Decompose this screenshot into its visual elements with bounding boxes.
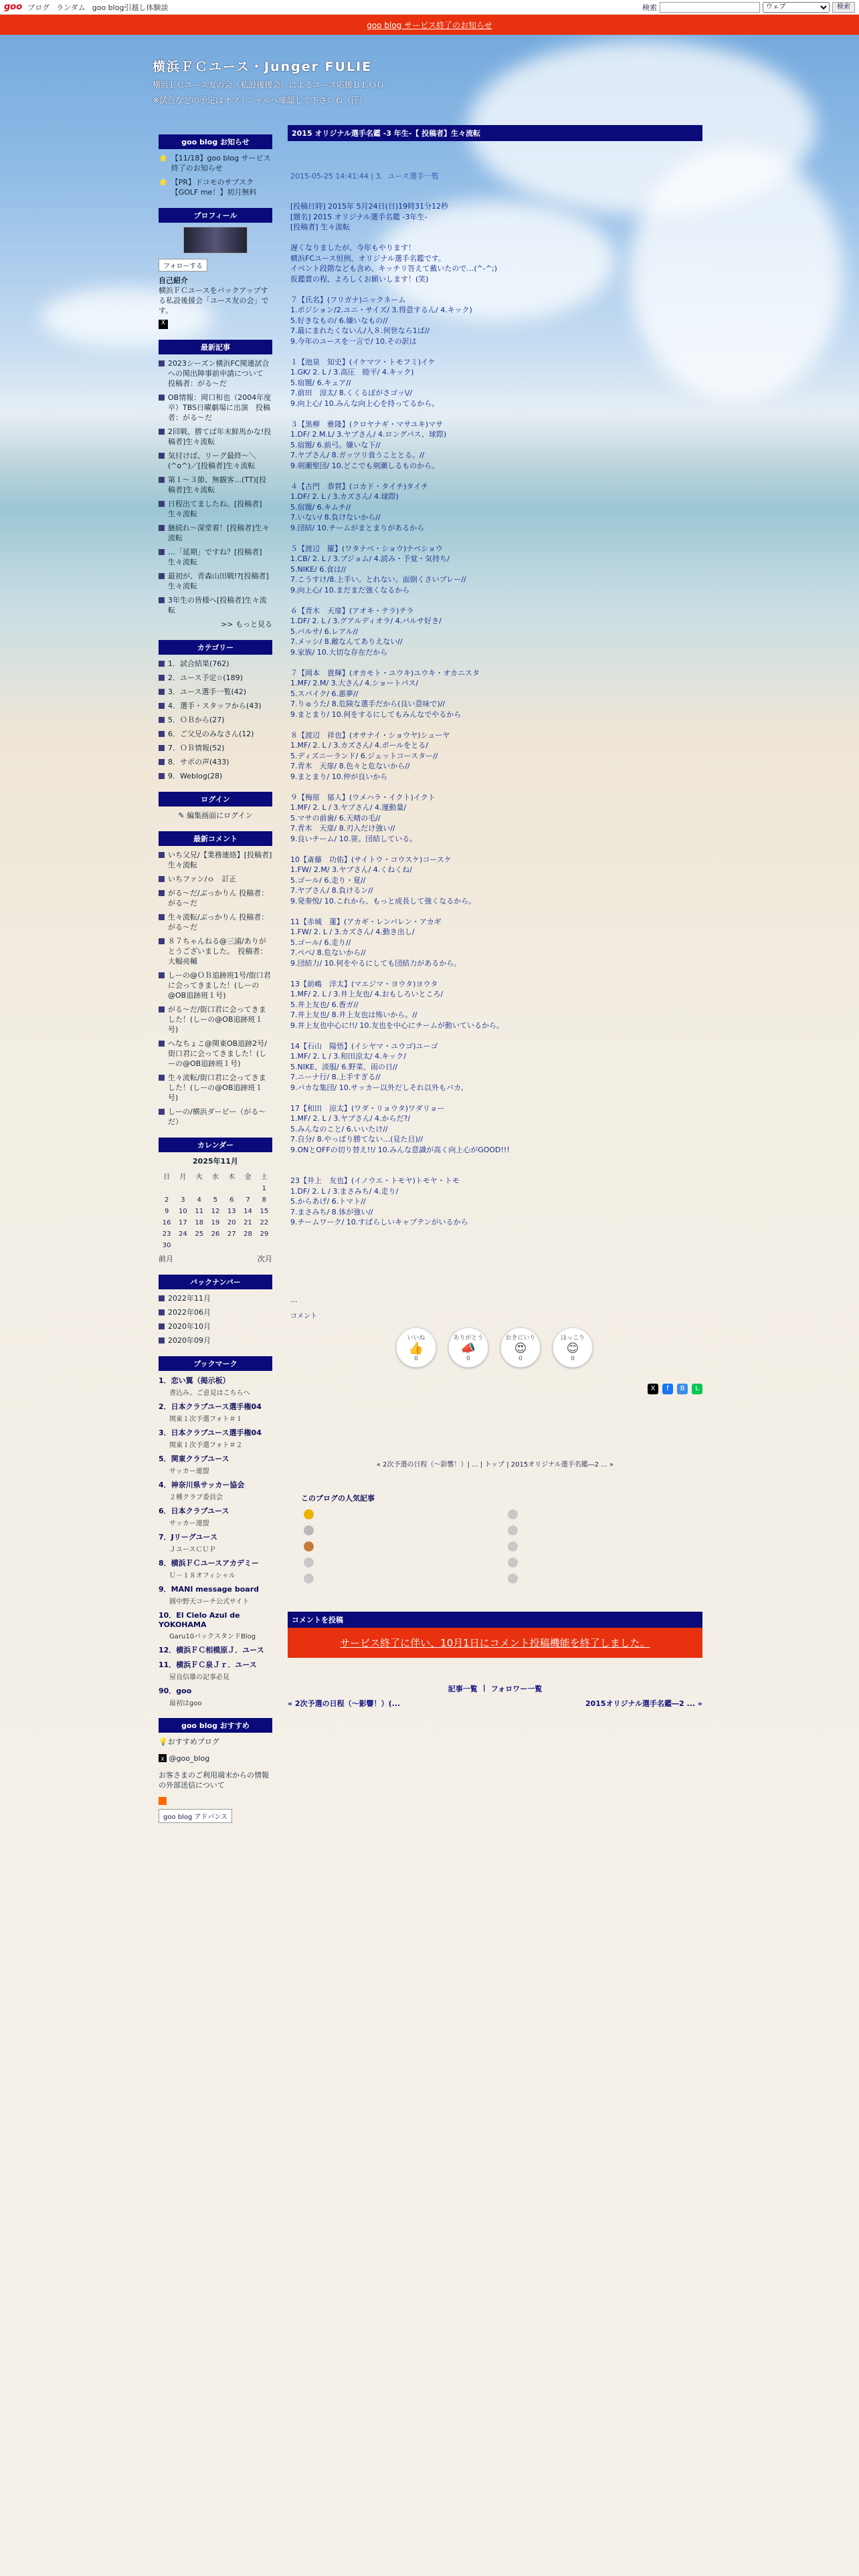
article-line: [290, 1031, 702, 1041]
service-end-banner[interactable]: [0, 15, 859, 35]
bookmark-box: ブックマーク 1．恋い翼（掲示板） 書込み、ご意見はこちらへ 2．日本クラブユース選手権04 関東１次予選フォト＃１ 3．日本クラブユース選手権04 関東１次予選フォト＃２ 5．関東クラブユース サッカー連盟 4．神奈川県サッカー協会 ２種クラブ委員会 6．日本クラブユース サッカー連盟 7．Jリーグユース ＪユースＣＵＰ 8．横浜ＦＣユースアカデミー Ｕ－１８オフィシャル 9．MANI message board 圓中野天コーチ公式サイト 10．El Cielo Azul de YOKOHAMA Garu10バックスタンドBlog 12．横浜ＦＣ相模原Ｊ．ユース 11．横浜ＦＣ泉Ｊｒ．ユース 屋良信雄の記事必見 90．goo 最初はgoo: [159, 1356, 272, 1707]
search-label: 検索: [642, 3, 657, 12]
relaxed-icon: 😊: [566, 1341, 579, 1356]
reaction-buttons: [396, 1327, 702, 1368]
search-button[interactable]: 検索: [832, 2, 855, 13]
article-line: 7.自分/ 8.やっぱり勝てない…(見た目)//: [290, 1135, 423, 1144]
news-box: [159, 134, 272, 197]
blog-header: [153, 57, 708, 106]
article-line: ９【梅原 郁人】(ウメハラ・イクト)イクト: [290, 792, 436, 802]
comment-item[interactable]: がる〜だ/ぶっかりん 投稿者：がる〜だ: [159, 888, 272, 908]
popular-row[interactable]: [304, 1574, 702, 1584]
article-line: 9.向上心/ 10.みんな向上心を持ってるから。: [290, 399, 440, 408]
bookmark-link[interactable]: 3．日本クラブユース選手権04: [159, 1428, 262, 1437]
article-body: [288, 201, 702, 1228]
article-line: 1.DF/ 2. L / 3.グアルディオラ/ 4.バルサ好き/: [290, 617, 442, 625]
article-line: １【池泉 知史】(イケマツ・トモフミ)イケ: [290, 357, 436, 366]
article-line: [290, 782, 702, 792]
comment-item[interactable]: しーの/横浜ダービー（がる〜だ）: [159, 1107, 272, 1127]
recent-item[interactable]: OB情報：岡口和也（2004年度卒）TBS日曜劇場に出演 投稿者：がる〜だ: [159, 393, 272, 423]
main-article: [288, 125, 702, 1709]
article-line: [290, 1093, 702, 1103]
recent-item[interactable]: 最初が、青森山田戦!?[投稿者]生々流転: [159, 571, 272, 591]
more-dots: ...: [290, 1295, 298, 1304]
article-line: 1.GK/ 2. L / 3.高圧 睦平/ 4.キック): [290, 368, 414, 377]
comment-link[interactable]: コメント: [290, 1313, 317, 1320]
topbar-link-migration[interactable]: goo blog引越し体験談: [92, 3, 169, 12]
bookmark-link[interactable]: 10．El Cielo Azul de YOKOHAMA: [159, 1611, 240, 1629]
privacy-link[interactable]: お客さまのご利用端末からの情報の外部送信について: [159, 1771, 269, 1790]
topbar-link-random[interactable]: ランダム: [56, 3, 86, 12]
comment-item[interactable]: いちファン/ｏ 訂正: [159, 874, 272, 884]
article-line: 9.発奏悦/ 10.これから、もっと成長して強くなるから。: [290, 896, 476, 905]
article-line: 1.FW/ 2. L / 3.カズさん/ 4.動き出し/: [290, 928, 415, 936]
blog-note: ※試合などの予定はオフィシャルへ確認して下さいね（汗）: [153, 96, 367, 105]
article-line: ６【青木 天扉】(アオキ・テラ)テラ: [290, 606, 414, 615]
search-scope-select[interactable]: [763, 2, 830, 13]
article-line: [290, 346, 702, 357]
article-line: [290, 906, 702, 917]
calendar-box: [159, 1138, 272, 1264]
reaction-like-button[interactable]: いいね 👍 0: [396, 1327, 436, 1368]
bulb-icon: 💡: [159, 1737, 168, 1746]
article-line: 1.MF/ 2. L / 3.ヤブさん/ 4.運動量/: [290, 803, 407, 812]
article-line: 7.こうすけ/8.上手い。とれない。面倒くさいプレー//: [290, 575, 466, 584]
calendar-month: 2025年11月: [193, 1157, 238, 1166]
footer-links: 記事一覧 | フォロワー一覧: [448, 1683, 543, 1693]
article-line: 9.良いチーム/ 10.笹。団結している。: [290, 834, 417, 843]
rss-icon[interactable]: [159, 1797, 167, 1805]
article-line: 5.好きなもの/ 6.嫌いなもの//: [290, 316, 388, 325]
recent-item[interactable]: …「延期」ですね？[投稿者]生々流転: [159, 547, 272, 567]
recent-item[interactable]: 3年生の皆様へ[投稿者]生々流転: [159, 595, 272, 615]
bookmark-link[interactable]: 8．横浜ＦＣユースアカデミー: [159, 1559, 259, 1568]
login-box: [159, 792, 272, 821]
bookmark-link[interactable]: 4．神奈川県サッカー協会: [159, 1481, 245, 1489]
sidebar: [159, 134, 272, 1834]
article-line: [290, 471, 702, 481]
article-line: [290, 233, 702, 243]
article-line: [290, 533, 702, 544]
service-end-link[interactable]: goo blog サービス終了のお知らせ: [367, 20, 492, 30]
bookmark-heading: ブックマーク: [159, 1356, 272, 1371]
reaction-warm-button[interactable]: ほっこり 😊 0: [553, 1327, 593, 1368]
calendar-table: 日 月 火 水 木 金 土 1 2 3 4 5 6 7 8 9 10 11 12 13 14 15 16 17 18 19 20 21 22 23 24 25 26 27 28 29 30: [162, 1174, 269, 1249]
megaphone-icon: 📣: [460, 1341, 476, 1356]
article-line: 11【赤城 蓮】(アカギ・レンバレン・アカギ: [290, 917, 442, 926]
article-line: 横浜FCユース恒例、オリジナル選手名鑑です。: [290, 253, 446, 263]
article-line: [290, 968, 702, 979]
more-link[interactable]: >> もっと見る: [221, 620, 272, 629]
article-line: 7.メッシ/ 8.敵なんてありえない//: [290, 637, 403, 646]
article-line: 7.青木 天扉/ 8.色々と危ないから//: [290, 762, 410, 770]
article-line: 9.向上心/ 10.まだまだ強くなるから: [290, 585, 410, 595]
article-line: 7.ヤブさん/ 8.負けるン//: [290, 886, 373, 895]
article-line: [290, 595, 702, 606]
login-heading: ログイン: [159, 792, 272, 807]
follow-button[interactable]: フォローする: [159, 259, 207, 272]
bookmark-link[interactable]: 11．横浜ＦＣ泉Ｊｒ．ユース: [159, 1660, 257, 1669]
category-item[interactable]: 1．試合結果(762): [159, 659, 272, 669]
category-box: [159, 640, 272, 781]
article-line: [290, 409, 702, 419]
article-line: 1.DF/ 2.M.L/ 3.ヤブさん/ 4.ロングパス、球際): [290, 430, 447, 439]
thumb-icon: 👍: [408, 1341, 424, 1356]
category-item[interactable]: 4．選手・スタッフから(43): [159, 701, 272, 711]
comment-item[interactable]: 生々流転/街口君に会ってきました！(しーの@OB追跡班１号): [159, 1073, 272, 1103]
article-line: 7.青木 天扉/ 8.刃入だけ強い//: [290, 824, 395, 833]
article-line: 7.最にまれたくないん/人８.何世なら1ば//: [290, 326, 430, 335]
bookmark-link[interactable]: 6．日本クラブユース: [159, 1507, 229, 1515]
article-line: 9.チームワーク/ 10.すばらしいキャプテンがいるから: [290, 1218, 468, 1226]
backnumber-item[interactable]: 2022年11月: [159, 1293, 272, 1303]
recent-item[interactable]: 日程出てましたね。[投稿者]生々流転: [159, 499, 272, 519]
advance-badge[interactable]: goo blog アドバンス: [159, 1809, 232, 1823]
article-line: 7.ペペ/ 8.危ないから//: [290, 948, 366, 957]
article-line: 7.りゅうた/ 8.危険な選手だから(良い意味で)//: [290, 700, 446, 708]
article-line: 5.宿題/ 6.前弓。嫌いな下//: [290, 440, 381, 449]
backnumber-item[interactable]: 2022年06月: [159, 1307, 272, 1317]
article-line: [290, 1166, 702, 1176]
backnumber-box: [159, 1275, 272, 1346]
search-input[interactable]: [660, 2, 760, 13]
hatena-share-icon[interactable]: B: [677, 1384, 688, 1394]
follower-list-link[interactable]: フォロワー一覧: [490, 1684, 543, 1693]
recent-item[interactable]: 継続れ～深堂着！[投稿者]生々流転: [159, 523, 272, 543]
bookmark-link[interactable]: 90．goo: [159, 1687, 192, 1695]
category-item[interactable]: 9．Weblog(28): [159, 771, 272, 781]
x-icon: X: [159, 1754, 167, 1762]
star-icon: ⭐: [159, 178, 168, 187]
article-line: 5.宿題/ 6.キムチ//: [290, 502, 351, 512]
category-item[interactable]: 8．サポの声(433): [159, 757, 272, 767]
article-line: 5.井上友也/ 6.香ガ//: [290, 1000, 359, 1009]
article-line: 5.NIKE/ 6.食は//: [290, 564, 347, 574]
comment-item[interactable]: いち父兄/【業務連絡】[投稿者]生々流転: [159, 850, 272, 870]
x-icon[interactable]: X: [159, 320, 168, 329]
top-bar: [0, 0, 859, 15]
article-line: 23【井上 友也】(イノウエ・トモヤ)トモヤ・トモ: [290, 1176, 460, 1185]
topbar-link-blog[interactable]: ブログ: [27, 3, 50, 12]
article-line: 7.ヤブさん/ 8.ガッツリ食うこととる。//: [290, 451, 425, 459]
article-line: 5.からあげ/ 6.トマト//: [290, 1197, 366, 1206]
article-line: 9.団結力/ 10.何をやるにしても団結力があるから。: [290, 958, 462, 968]
login-link[interactable]: ✎ 編集画面にログイン: [178, 811, 253, 820]
article-line: 遅くなりましたが、今年もやります！: [290, 243, 415, 252]
article-line: 1.MF/ 2.M/ 3.大さん/ 4.ショートパス/: [290, 679, 419, 687]
category-item[interactable]: 6．ご父兄のみなさん(12): [159, 729, 272, 739]
news-heading: goo blog お知らせ: [159, 134, 272, 149]
article-line: [290, 1155, 702, 1166]
comment-item[interactable]: ８７ちゃんねる@三浦/ありがとうございました。 投稿者：大幅亮輔: [159, 936, 272, 966]
comment-item[interactable]: へなちょこ@関東OB追跡2号/街口君に会ってきました！(しーの@OB追跡班１号): [159, 1039, 272, 1069]
article-line: 5.マサの前歯/ 6.天晴の毛//: [290, 813, 381, 823]
article-line: [題名] 2015 オリジナル選手名鑑 -3年生-: [290, 212, 427, 221]
article-line: 10【斎藤 功佑】(サイトウ・コウスケ)コースケ: [290, 855, 452, 864]
news-item[interactable]: ⭐ 【11/18】goo blog サービス終了のお知らせ: [159, 154, 271, 173]
comment-closed-notice[interactable]: サービス終了に伴い、10月1日にコメント投稿機能を終了しました。: [288, 1628, 702, 1658]
article-line: 13【前嶋 洋太】(マエジマ・ヨウタ)ヨウタ: [290, 979, 438, 988]
bookmark-link[interactable]: 7．Jリーグユース: [159, 1533, 217, 1541]
article-line: 5.バルサ/ 6.レアル//: [290, 627, 359, 636]
category-item[interactable]: 2．ユース予定☆(189): [159, 673, 272, 683]
popular-row[interactable]: [304, 1558, 702, 1568]
article-line: 5.宿題/ 6.キュア//: [290, 378, 351, 387]
article-line: 7.前田 涼太/ 8.くくるぼがさゴッ\//: [290, 389, 413, 397]
comments-box: [159, 831, 272, 1127]
backnumber-heading: バックナンバー: [159, 1275, 272, 1289]
article-line: 17【和田 涼太】(ワダ・リョウタ)ワダリョー: [290, 1103, 445, 1113]
article-line: 7.井上友也/ 8.井上友也は怖いから。//: [290, 1010, 417, 1019]
profile-box: [159, 208, 272, 329]
recent-box: [159, 340, 272, 629]
article-line: 9.まとまり/ 10.仲が良いから: [290, 772, 388, 781]
article-line: ４【古門 恭賀】(コカド・タイチ)タイチ: [290, 481, 429, 491]
heart-eyes-icon: 😍: [514, 1341, 527, 1356]
article-line: 9.ONとOFFの切り替え!!/ 10.みんな意識が高く向上心がGOOD!!!: [290, 1145, 510, 1154]
recent-item[interactable]: 気付けば、リーグ最終〜＼(^o^)／[投稿者]生々流転: [159, 451, 272, 471]
article-line: 9.今年のユースを一言で/ 10.その訳は: [290, 336, 417, 346]
article-line: 1.FW/ 2.M/ 3.ヤブさん/ 4.くねくね/: [290, 865, 412, 874]
article-line: 5.ゴール/ 6.走り・夏//: [290, 875, 366, 885]
comment-item[interactable]: しーの@ＯＢ追跡班1号/街口君に会ってきました！(しーの@OB追跡班１号): [159, 970, 272, 1000]
recent-item[interactable]: 2回戦、勝てば年末鮮馬かな!投稿者]生々流転: [159, 427, 272, 447]
article-line: 9.井上友也中心に!!/ 10.友也を中心にチームが動いているから。: [290, 1021, 504, 1030]
article-line: 1.MF/ 2. L / 3.和田涼太/ 4.キック/: [290, 1052, 407, 1061]
comment-item[interactable]: がる〜だ/街口君に会ってきました！(しーの@OB追跡班１号): [159, 1004, 272, 1035]
category-item[interactable]: 7．ＯＢ情報(52): [159, 743, 272, 753]
category-item[interactable]: 3．ユース選手一覧(42): [159, 687, 272, 697]
article-line: ８【渡辺 祥也】(オサナイ・ショウヤ)シューヤ: [290, 730, 450, 740]
article-line: イベント段階なども含め、キッチリ答えて戴いたので…(^-^;): [290, 264, 498, 273]
article-meta[interactable]: 2015-05-25 14:41:44 | 3．ユース選手一覧: [290, 172, 439, 181]
article-line: 14【石山 陽悟】(イシヤマ・ユウゴ)ユーゴ: [290, 1041, 438, 1051]
article-line: 5.ゴール/ 6.走り//: [290, 938, 351, 947]
article-line: [290, 720, 702, 730]
article-title[interactable]: 2015 オリジナル選手名鑑 -3 年生-【 投稿者】生々流転: [288, 125, 702, 141]
article-line: 9.バカな集団/ 10.サッカー以外だしそれ以外もバカ。: [290, 1083, 468, 1092]
article-line: 5.みんなのこと/ 6.いいたけ//: [290, 1124, 388, 1134]
article-line: 仮鑑賞の程、よろしくお願いします！(笑): [290, 274, 429, 284]
popular-row[interactable]: [304, 1525, 702, 1535]
prev-article-link[interactable]: « 2次予選の日程（～影響！）(...: [288, 1699, 401, 1708]
article-line: [投稿日時] 2015年 5月24日(日)19時31分12秒: [290, 202, 449, 211]
article-line: ５【渡辺 羅】(ワタナベ・ショウ)ナベショウ: [290, 544, 444, 553]
line-share-icon[interactable]: L: [692, 1384, 702, 1394]
star-icon: ⭐: [159, 154, 168, 163]
comment-post-heading: コメントを投稿: [288, 1612, 702, 1628]
article-line: 5.NIKE、淡服/ 6.野菜、雨の日//: [290, 1062, 398, 1071]
pager: [288, 1698, 702, 1709]
blog-description: 横浜ＦＣユース友の会（私設後援会）によるユース応援ＢＬＯＧ: [153, 80, 385, 90]
profile-heading: プロフィール: [159, 208, 272, 223]
article-line: 9.家族/ 10.大切な存在だから: [290, 647, 388, 657]
bookmark-link[interactable]: 12．横浜ＦＣ相模原Ｊ．ユース: [159, 1646, 264, 1654]
recommend-heading: goo blog おすすめ: [159, 1718, 272, 1733]
facebook-share-icon[interactable]: f: [662, 1384, 673, 1394]
intro-text: 横浜ＦＣユースをバックアップする私設後援会「ユース友の会」です。: [159, 286, 269, 315]
popular-row[interactable]: [304, 1509, 702, 1519]
category-heading: カテゴリー: [159, 640, 272, 655]
intro-heading: 自己紹介: [159, 276, 188, 285]
blog-title[interactable]: 横浜ＦＣユース・Junger FULIE: [153, 60, 373, 74]
news-item[interactable]: ⭐ 【PR】ドコモのサブスク【GOLF me！】初月無料: [159, 178, 257, 197]
article-line: 1.DF/ 2. L / 3.カズさん/ 4.球際): [290, 492, 399, 501]
reaction-favorite-button[interactable]: おきにいり 😍 0: [500, 1327, 541, 1368]
article-line: ７【氏名】(フリガナ)ニックネーム: [290, 295, 406, 304]
next-article-link[interactable]: 2015オリジナル選手名鑑―2 ... »: [585, 1699, 702, 1708]
popular-heading: このブログの人気記事: [301, 1493, 375, 1503]
article-line: 1.MF/ 2. L / 3.井上友也/ 4.おもしろいところ/: [290, 990, 444, 998]
article-line: 7.まさみち/ 8.体が強い//: [290, 1207, 373, 1216]
share-buttons: [288, 1384, 702, 1394]
goo-blog-x-link[interactable]: X @goo_blog: [159, 1753, 272, 1763]
article-line: 7.ニーナ行/ 8.上手すぎる//: [290, 1073, 381, 1081]
calendar-heading: カレンダー: [159, 1138, 272, 1152]
article-nav[interactable]: « 2次予選の日程（～影響！）| ... | トップ | 2015オリジナル選手名鑑―2 ... »: [376, 1461, 614, 1469]
article-line: 1.CB/ 2. L / 3.ブジョム/ 4.読み・予覚・気持ち/: [290, 554, 450, 563]
article-list-link[interactable]: 記事一覧: [448, 1684, 478, 1693]
comment-item[interactable]: 生々流転/ぶっかりん 投稿者：がる〜だ: [159, 912, 272, 932]
calendar-next[interactable]: 次月: [258, 1255, 272, 1263]
article-line: 5.スパイク/ 6.悪夢//: [290, 689, 359, 698]
popular-row[interactable]: [304, 1541, 702, 1551]
article-line: 1.MF/ 2. L / 3.ヤブさん/ 4.からだ?/: [290, 1114, 411, 1123]
article-line: [290, 844, 702, 855]
bookmark-link[interactable]: 2．日本クラブユース選手権04: [159, 1402, 262, 1411]
calendar-prev[interactable]: 前月: [159, 1255, 173, 1263]
article-line: 9.剣瀬聖団/ 10.どこでも剣瀬しるものから。: [290, 461, 440, 470]
article-line: 1.MF/ 2. L / 3.カズさん/ 4.ボールをとる/: [290, 741, 429, 750]
pencil-icon: ✎: [178, 811, 187, 820]
recent-item[interactable]: 第１〜３節、無観客…(TT)[投稿者]生々流転: [159, 475, 272, 495]
bookmark-link[interactable]: 1．恋い翼（掲示板）: [159, 1376, 230, 1385]
backnumber-item[interactable]: 2020年10月: [159, 1321, 272, 1331]
article-line: 1.ポジション/2.ユニ・サイズ/ 3.得意するん/ 4.キック): [290, 306, 472, 314]
article-line: [290, 657, 702, 668]
recent-item[interactable]: 2023シーズン横浜FC関連試合への関出陣事前申請について 投稿者：がる〜だ: [159, 358, 272, 389]
bookmark-link[interactable]: 9．MANI message board: [159, 1585, 259, 1594]
article-line: [290, 284, 702, 295]
backnumber-item[interactable]: 2020年09月: [159, 1335, 272, 1346]
recommend-box: [159, 1718, 272, 1823]
reaction-thanks-button[interactable]: ありがとう 📣 0: [448, 1327, 488, 1368]
bookmark-link[interactable]: 5．関東クラブユース: [159, 1455, 229, 1463]
article-line: 5.ディズニーランド/ 6.ジェットコースター//: [290, 751, 438, 760]
article-line: 1.DF/ 2. L / 3.まさみち/ 4.走り/: [290, 1186, 399, 1196]
article-line: 7.いない/ 8.負けないから//: [290, 513, 381, 522]
recommend-blog-link[interactable]: 💡おすすめブログ: [159, 1737, 219, 1746]
x-share-icon[interactable]: X: [648, 1384, 658, 1394]
article-line: ７【岡本 貴輝】(オカモト・ユウキ)ユウキ・オカニスタ: [290, 668, 480, 677]
recent-heading: 最新記事: [159, 340, 272, 354]
profile-image[interactable]: [183, 227, 248, 253]
article-line: ３【黒柳 雅隆】(クロヤナギ・マサユキ)マサ: [290, 419, 444, 429]
article-line: [投稿者] 生々流転: [290, 223, 351, 231]
comments-heading: 最新コメント: [159, 831, 272, 846]
goo-logo[interactable]: goo: [4, 2, 23, 12]
article-line: 9.団結/ 10.チームがまとまりがあるから: [290, 523, 425, 532]
category-item[interactable]: 5．ＯＢから(27): [159, 715, 272, 725]
article-line: 9.まとまり/ 10.何をするにしてもみんなでやるから: [290, 710, 462, 719]
